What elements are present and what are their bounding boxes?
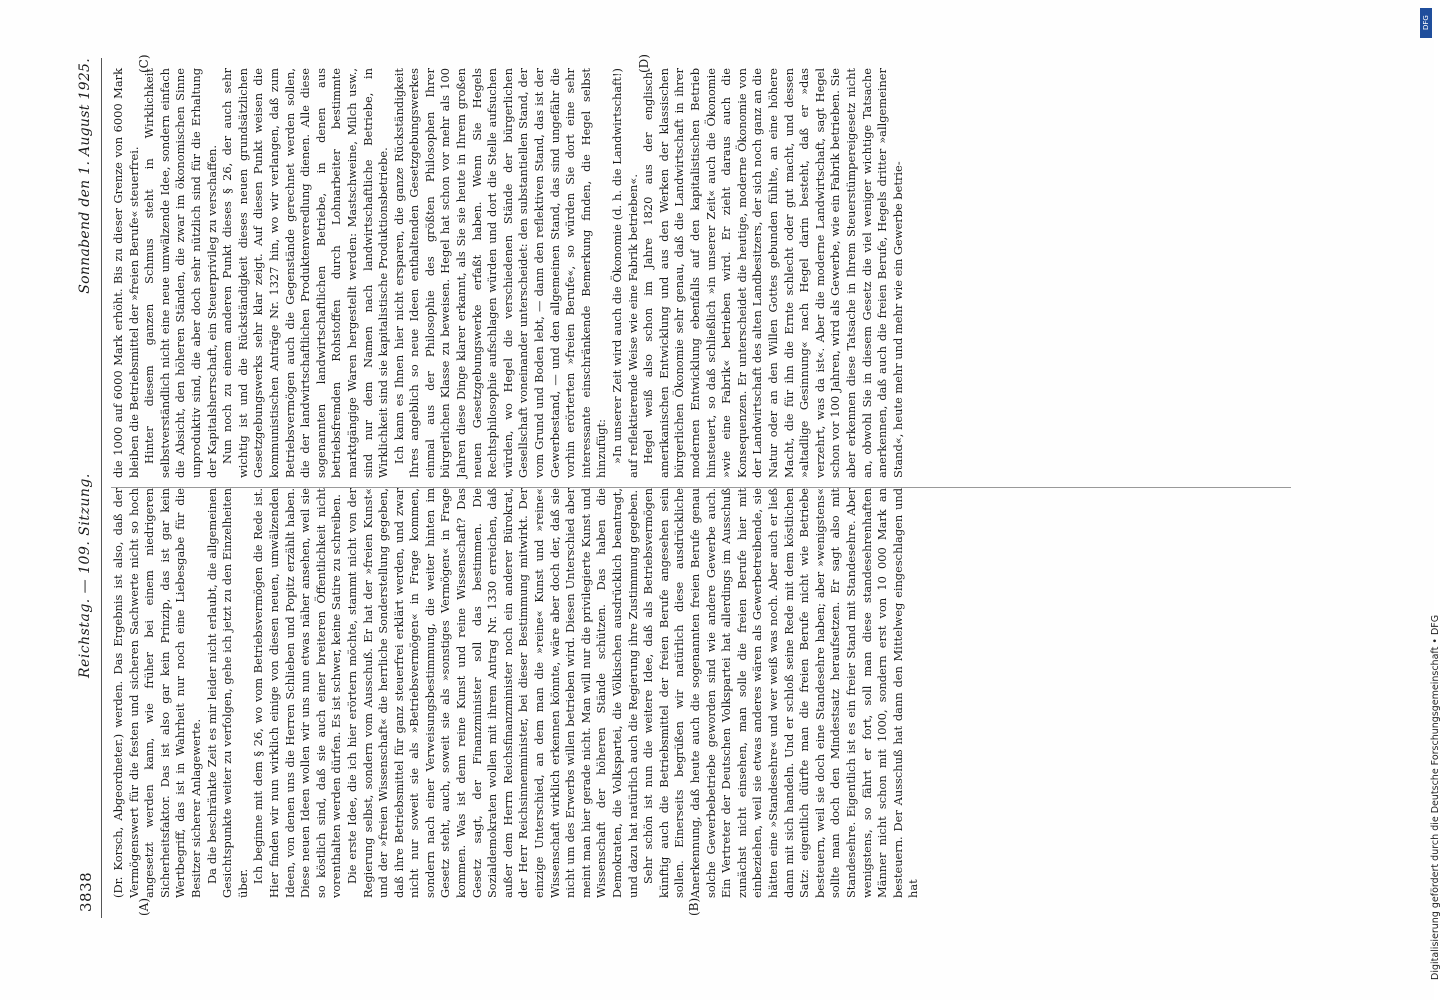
paragraph: Hinter diesem ganzen Schmus steht in Wirklichkeit selbstverständlich nicht eine neue umwälzende Idee, sondern einfach die Absicht, den höheren Ständen, die zwar im ökonomischen Sinne unproduktiv sind, die aber doch sehr nützlich sind für die Erhaltung der Kapitalsherrschaft, ein Steuerprivileg zu verschaffen. [142,68,219,478]
margin-mark-c: (C) [137,54,151,73]
header-rule [101,58,102,918]
quotation: »In unserer Zeit wird auch die Ökonomie (d. h. die Landwirtschaft!) auf reflektierende Weise wie eine Fabrik betrieben«. [610,68,640,478]
margin-mark-a: (A) [137,897,151,916]
dfg-logo: DFG [1420,8,1432,38]
paragraph: die 1000 auf 6000 Mark erhöht. Bis zu dieser Grenze von 6000 Mark bleiben die Betriebsmittel der »freien Berufe« steuerfrei. [111,68,141,478]
left-column [111,488,922,898]
paragraph: Ich beginne mit dem § 26, wo vom Betriebsvermögen die Rede ist. Hier finden wir nun wirklich einige von diesen neuen, umwälzenden Ideen, von denen uns die Herren Schlieben und Popitz erzählt haben. Diese neuen Ideen wollen wir uns nun etwas näher ansehen, weil sie so köstlich sind, daß sie auch einer breiteren Öffentlichkeit nicht vorenthalten werden dürfen. Es ist schwer, keine Satire zu schreiben. [251,488,344,898]
paragraph: (Dr. Korsch, Abgeordneter.) werden. Das Ergebnis ist also, daß der Vermögenswert für die festen und sicheren Sachwerte nicht so hoch angesetzt werden kann, wie früher bei einem niedrigeren Sicherheitsfaktor. Das ist also gar kein Prinzip, das ist gar kein Wertbegriff, das ist in Wahrheit nur noch eine Liebesgabe für die Besitzer sicherer Anlagewerte. [111,488,203,898]
digitization-credit: Digitalisierung gefördert durch die Deutsche Forschungsgemeinschaft • DFG [1430,614,1441,980]
paragraph: Hegel weiß also schon im Jahre 1820 aus der englisch-amerikanischen Entwicklung und aus den Werken der klassischen bürgerlichen Ökonomie sehr genau, daß die Landwirtschaft in ihrer modernen Entwicklung ebenfalls auf den kapitalistischen Betrieb hinsteuert, so daß schließlich »in unserer Zeit« auch die Ökonomie »wie eine Fabrik« betrieben wird. Er zieht daraus auch die Konsequenzen. Er unterscheidet die heutige, moderne Ökonomie von der Landwirtschaft des alten Landbesitzers, der sich noch ganz an die Natur oder an den Willen Gottes gebunden fühlte, an eine höhere Macht, die für ihn die Ernte schlecht oder gut macht, und dessen »altadlige Gesinnung« nach Hegel darin besteht, daß er »das verzehrt, was da ist«. Aber die moderne Landwirtschaft, sagt Hegel schon vor 100 Jahren, wird als Gewerbe, wie ein Fabrik betrieben. Sie aber erkennen diese Tatsache in Ihrem Steuerstümpereigesetz nicht an, obwohl Sie in diesem Gesetz die viel weniger wichtige Tatsache anerkennen, daß auch die freien Berufe, Hegels dritter »allgemeiner Stand«, heute mehr und mehr wie ein Gewerbe betrie- [641,68,905,478]
column-divider [111,487,1291,488]
paragraph: Nun noch zu einem anderen Punkt dieses § 26, der auch sehr wichtig ist und die Rückständigkeit dieses neuen grundsätzlichen Gesetzgebungswerks sehr klar zeigt. Auf diesen Punkt weisen die kommunistischen Anträge Nr. 1327 hin, wo wir verlangen, daß zum Betriebsvermögen auch die Gegenstände gerechnet werden sollen, die der landwirtschaftlichen Produktenveredlung dienen. Alle diese sogenannten landwirtschaftlichen Betriebe, in denen aus betriebsfremden Rohstoffen durch Lohnarbeiter bestimmte marktgängige Waren hergestellt werden: Mastschweine, Milch usw., sind nur dem Namen nach landwirtschaftliche Betriebe, in Wirklichkeit sind sie kapitalistische Produktionsbetriebe. [220,68,391,478]
page-number: 3838 [77,871,95,912]
paragraph: Sehr schön ist nun die weitere Idee, daß als Betriebsvermögen künftig auch die Betriebsmittel der freien Berufe angesehen sein sollen. Einerseits begrüßen wir natürlich diese ausdrückliche Anerkennung, daß heute auch die sogenannten freien Berufe genau solche Gewerbebetriebe geworden sind wie andere Gewerbe auch. Ein Vertreter der Deutschen Volkspartei hat allerdings im Ausschuß zunächst nicht einsehen, man solle die freien Berufe hier mit einbeziehen, weil sie etwas anderes wären als Gewerbetreibende, sie hätten eine »Standesehre« und wer weiß was noch. Aber auch er ließ dann mit sich handeln. Und er schloß seine Rede mit dem köstlichen Satz: eigentlich dürfte man die freien Berufe nicht wie Betriebe besteuern, weil sie doch eine Standesehre haben; aber »wenigstens« sollte man doch den Mindestsatz heraufsetzen. Er sagt also mit Standesehre. Eigentlich ist es ein freier Stand mit Standesehre. Aber wenigstens, so fährt er fort, soll man diese standesehrenhaften Männer nicht schon mit 1000, sondern erst von 10 000 Mark an besteuern. Der Ausschuß hat dann den Mittelweg eingeschlagen und hat [641,488,921,898]
paragraph: Die erste Idee, die ich hier erörtern möchte, stammt nicht von der Regierung selbst, sondern vom Ausschuß. Er hat der »freien Kunst« und der »freien Wissenschaft« die herrliche Sonderstellung gegeben, daß ihre Betriebsmittel für ganz steuerfrei erklärt werden, und zwar nicht nur soweit sie als »Betriebsvermögen« in Frage kommen, sondern nach einer Verweisungsbestimmung, die weiter hinten im Gesetz steht, auch, soweit sie als »sonstiges Vermögen« in Frage kommen. Was ist denn reine Kunst und reine Wissenschaft? Das Gesetz sagt, der Finanzminister soll das bestimmen. Die Sozialdemokraten wollen mit ihrem Antrag Nr. 1330 erreichen, daß außer dem Herrn Reichsfinanzminister noch ein anderer Bürokrat, der Herr Reichsinnenminister, bei dieser Bestimmung mitwirkt. Der einzige Unterschied, an dem man die »reine« Kunst und »reine« Wissenschaft wirklich erkennen könnte, wäre aber doch der, daß sie nicht um des Erwerbs willen betrieben wird. Diesen Unterschied aber meint man hier gerade nicht. Man will nur die privilegierte Kunst und Wissenschaft der höheren Stände schützen. Das haben die Demokraten, die Volkspartei, die Völkischen ausdrücklich beantragt, und dazu hat natürlich auch die Regierung ihre Zustimmung gegeben. [344,488,640,898]
session-date: Sonnabend den 1. August 1925. [77,58,93,294]
rotated-page [77,54,1307,918]
paragraph: Ich kann es Ihnen hier nicht ersparen, die ganze Rückständigkeit Ihres angeblich so neue Ideen enthaltenden Gesetzgebungswerkes einmal aus der Philosophie des größten Philosophen Ihrer bürgerlichen Klasse zu beweisen. Hegel hat schon vor mehr als 100 Jahren diese Dinge klarer erkannt, als Sie sie heute in Ihrem großen neuen Gesetzgebungswerke erfaßt haben. Wenn Sie Hegels Rechtsphilosophie aufschlagen würden und dort die Stelle aufsuchen würden, wo Hegel die verschiedenen Stände der bürgerlichen Gesellschaft voneinander unterscheidet: den substantiellen Stand, der vom Grund und Boden lebt, — dann den reflektiven Stand, das ist der Gewerbestand, — und den allgemeinen Stand, das sind ungefähr die vorhin erörterten »freien Berufe«, so würden Sie dort eine sehr interessante einschränkende Bemerkung finden, die Hegel selbst hinzufügt: [391,68,609,478]
margin-mark-d: (D) [637,54,651,73]
session-title: Reichstag. — 109. Sitzung. [77,473,93,678]
right-column [111,68,906,478]
page-header [77,58,99,918]
paragraph: Da die beschränkte Zeit es mir leider nicht erlaubt, die allgemeinen Gesichtspunkte weiter zu verfolgen, gehe ich jetzt zu den Einzelheiten über. [204,488,250,898]
margin-mark-b: (B) [687,897,701,916]
